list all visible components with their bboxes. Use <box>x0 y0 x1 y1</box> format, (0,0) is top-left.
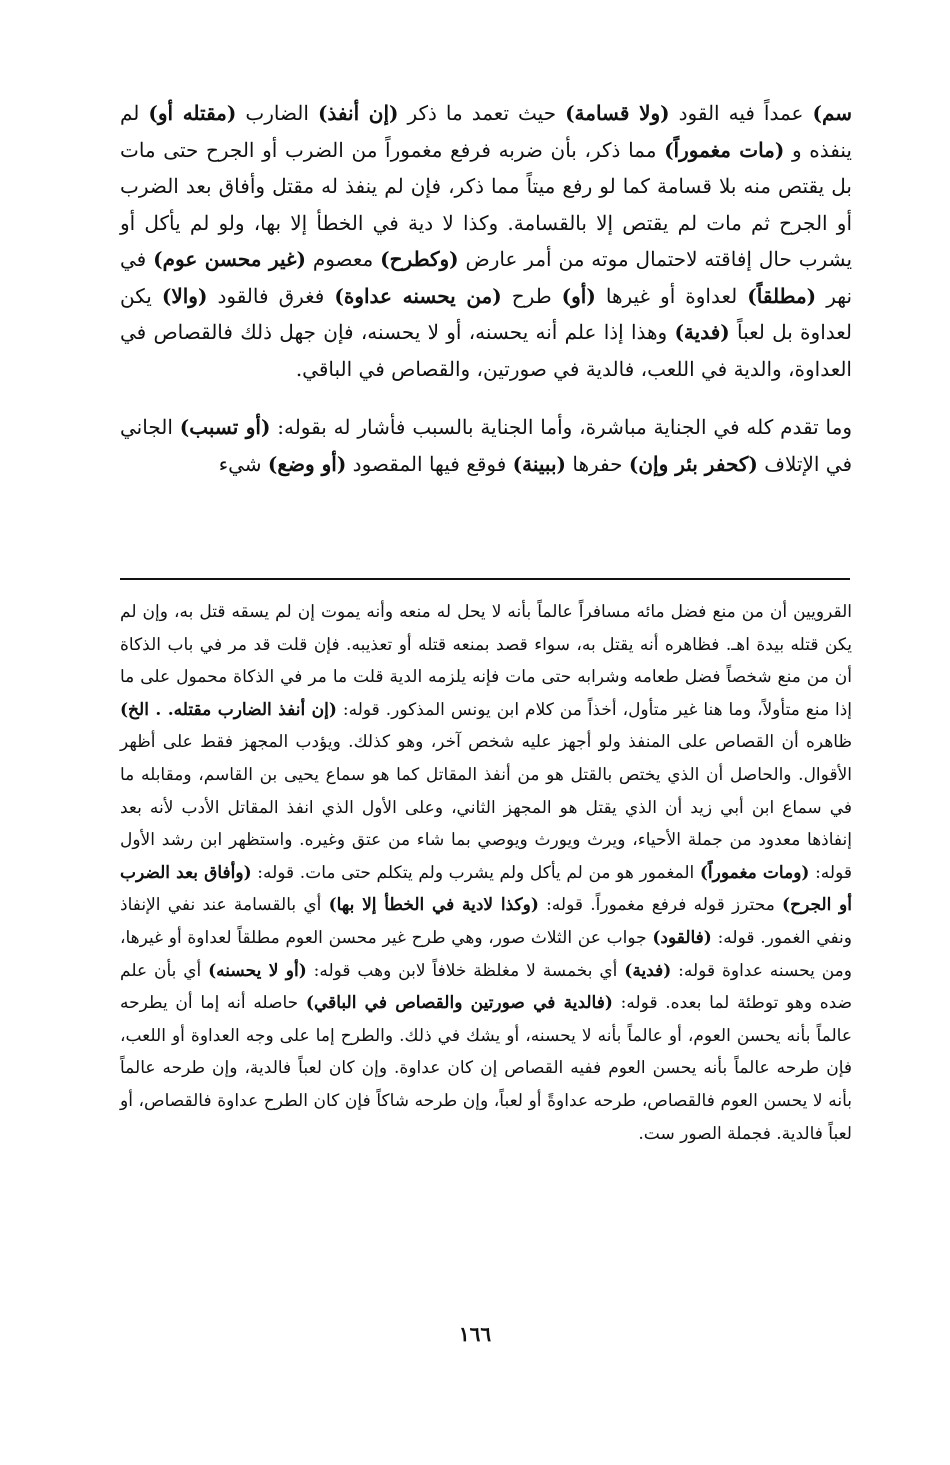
text-run: الجاني في الإتلاف <box>120 415 852 476</box>
quoted-phrase: (إن أنفذ) <box>317 101 399 125</box>
quoted-phrase: (ولا قسامة) <box>565 101 670 125</box>
quoted-phrase: (مات مغموراً) <box>664 137 785 162</box>
quoted-phrase: (مقتله أو) <box>148 101 237 125</box>
text-run: الضارب <box>236 101 318 125</box>
quoted-phrase: (أو) <box>561 283 596 308</box>
text-run: ظاهره أن القصاص على المنفذ ولو أجهز عليه شخص آخر، وهو كذلك. ويؤدب المجهز فقط على أظهر الأقوال. والحاصل أن الذي يختص بالقتل هو من أنفذ المقاتل كما هو سماع يحيى بن القاسم، ومقابله ما في سماع ابن أبي زيد أن الذي يقتل هو المجهز الثاني، وعلى الأول الذي انفذ المقاتل الأدب لأنه بعد إنفاذها معدود من جملة الأحياء، ويرث ويورث ويوصي بما شاء من عتق وغيره. واستظهر ابن رشد الأول قوله: <box>120 732 852 883</box>
footnote-commentary <box>120 596 852 1150</box>
text-run: حاصله أنه إما أن يطرحه عالماً بأنه يحسن العوم، أو عالماً بأنه لا يحسنه، أو يشك في ذلك. والطرح إما على وجه العداوة أو اللعب، فإن طرحه عالماً بأنه يحسن العوم ففيه القصاص إن كان عداوة. وإن كان لعباً فالدية، وإن طرحه عالماً بأنه لا يحسن العوم فالقصاص، طرحه عداوةً أو لعباً، وإن طرحه شاكاً فإن كان الطرح عداوة فالقصاص، أو لعباً فالدية. فجملة الصور ست. <box>120 993 853 1144</box>
footnote-paragraph <box>120 596 852 1150</box>
quoted-phrase: (فدية) <box>674 320 730 344</box>
text-run: أي بأن علم ضده وهو توطئة لما بعده. قوله: <box>120 960 853 1014</box>
footnote-divider <box>120 578 850 580</box>
text-run: فوقع فيها المقصود <box>346 451 513 476</box>
text-run: وما تقدم كله في الجناية مباشرة، وأما الجناية بالسبب فأشار له بقوله: <box>270 415 852 439</box>
quoted-phrase: (وأفاق بعد الضرب أو الجرح) <box>120 862 852 916</box>
text-run: لم ينفذه و <box>120 101 852 162</box>
main-text <box>120 95 852 482</box>
text-run: فغرق فالقود <box>207 283 335 308</box>
quoted-phrase: (أو لا يحسنه) <box>208 960 307 981</box>
quoted-phrase: (فالقود) <box>652 927 712 948</box>
quoted-phrase: (أو وضع) <box>267 451 347 476</box>
text-run: طرح <box>501 283 562 308</box>
quoted-phrase: (ببينة) <box>512 451 566 476</box>
text-run: حفرها <box>566 451 629 476</box>
quoted-phrase: سم) <box>812 101 853 125</box>
text-run: محترز قوله فرفع مغموراً. قوله: <box>538 895 783 916</box>
text-run: معصوم <box>305 247 381 271</box>
text-run: أي بالقسامة عند نفي الإنفاذ ونفي الغمور. قوله: <box>120 895 852 948</box>
text-run: عمداً فيه القود <box>669 101 813 125</box>
quoted-phrase: (أو تسبب) <box>179 415 271 439</box>
quoted-phrase: (وكطرح) <box>380 247 459 271</box>
text-run: القرويين أن من منع فضل مائه مسافراً عالماً بأنه لا يحل له منعه وأنه يموت إن لم يسقه قتل به، وإن لم يكن قتله بيدة اهـ. فظاهره أنه يقتل به، سواء قصد بمنعه قتله أو تعذيبه. فإن قلت قد مر في باب الذكاة أن من منع شخصاً فضل طعامه وشرابه حتى مات فإنه يلزمه الدية قلت ما مر في الذكاة محمول على ما إذا منع متأولاً، وما هنا غير متأول، أخذاً من كلام ابن يونس المذكور. قوله: <box>120 602 853 720</box>
quoted-phrase: (غير محسن عوم) <box>153 247 306 271</box>
quoted-phrase: (والا) <box>161 283 208 308</box>
text-run: يكن لعداوة بل لعباً <box>120 283 852 344</box>
text-run: لعداوة أو غيرها <box>595 283 748 308</box>
text-run: أي بخمسة لا مغلظة خلافاً لابن وهب قوله: <box>306 960 625 981</box>
quoted-phrase: (ومات مغموراً) <box>699 862 810 883</box>
text-run: وهذا إذا علم أنه يحسنه، أو لا يحسنه، فإن جهل ذلك فالقصاص في العداوة، والدية في اللعب، فالدية في صورتين، والقصاص في الباقي. <box>120 320 852 381</box>
quoted-phrase: (فدية) <box>624 960 672 981</box>
text-run: حيث تعمد ما ذكر <box>398 101 566 125</box>
quoted-phrase: (كحفر بئر وإن) <box>628 451 758 476</box>
quoted-phrase: (مطلقاً) <box>747 283 817 308</box>
text-run: مما ذكر، بأن ضربه فرفع مغموراً من الضرب أو الجرح حتى مات بل يقتص منه بلا قسامة كما لو رفع ميتاً مما ذكر، فإن لم ينفذ له مقتل وأفاق بعد الضرب أو الجرح ثم مات لم يقتص إلا بالقسامة. وكذا لا دية في الخطأ إلا بها، ولو لم يأكل أو يشرب حال إفاقته لاحتمال موته من أمر عارض <box>120 137 853 271</box>
text-run: جواب عن الثلاث صور، وهي طرح غير محسن العوم مطلقاً لعداوة أو غيرها، ومن يحسنه عداوة قوله: <box>120 927 852 981</box>
text-run: في نهر <box>120 247 853 308</box>
main-paragraph-2 <box>120 409 852 482</box>
text-run: المغمور هو من لم يأكل ولم يشرب ولم يتكلم حتى مات. قوله: <box>251 862 700 883</box>
main-paragraph-1 <box>120 95 852 387</box>
quoted-phrase: (إن أنفذ الضارب مقتله. . الخ) <box>120 699 337 720</box>
quoted-phrase: (وكذا لادية في الخطأ إلا بها) <box>328 895 539 916</box>
quoted-phrase: (فالدية في صورتين والقصاص في الباقي) <box>305 993 613 1014</box>
page-number: ١٦٦ <box>458 1322 492 1346</box>
quoted-phrase: (من يحسنه عداوة) <box>334 283 502 308</box>
text-run: شيء <box>218 451 268 476</box>
